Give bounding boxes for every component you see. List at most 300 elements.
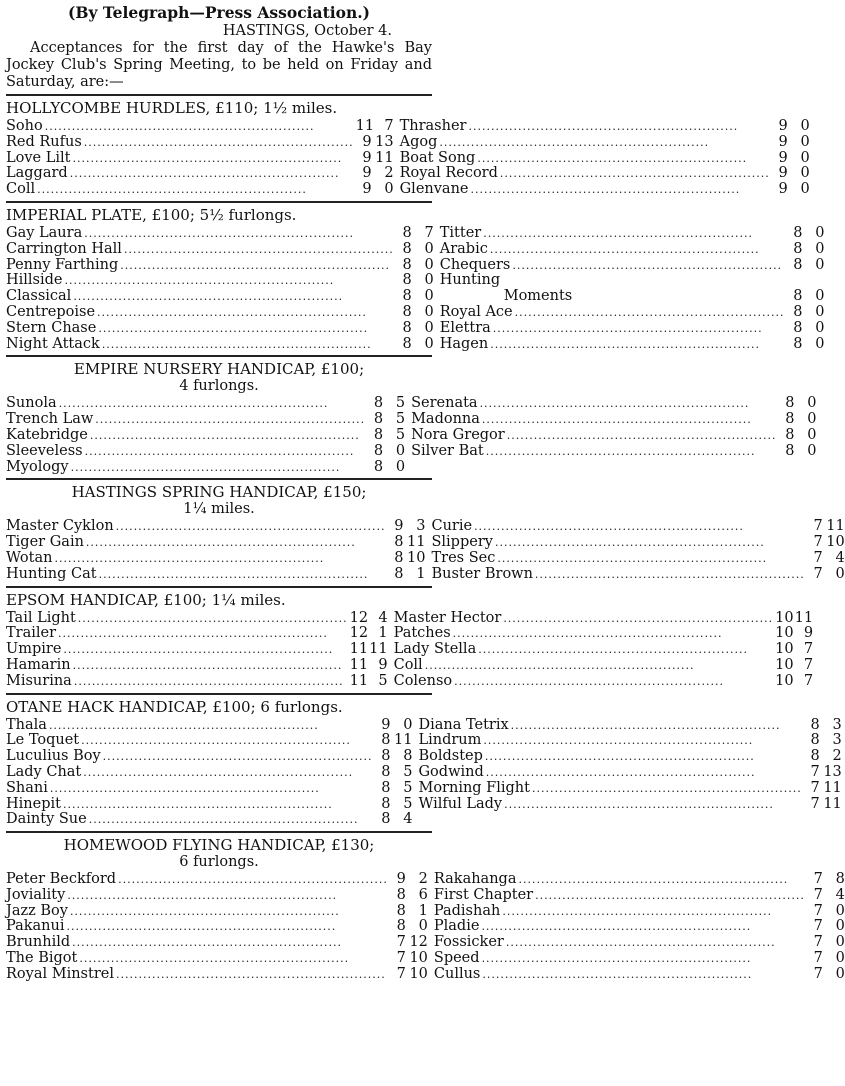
weight-stone: 11: [355, 118, 375, 134]
dot-leader: [56, 626, 350, 642]
horse-entry: [418, 765, 841, 781]
weight-pounds: 10: [826, 534, 845, 551]
dot-leader: [82, 226, 396, 242]
weight-stone: 12: [349, 625, 369, 642]
weight-pounds: 0: [424, 303, 434, 320]
horse-entry: [6, 642, 388, 658]
section-divider: [6, 94, 432, 96]
weight-pounds: 10: [409, 965, 428, 982]
horse-entry: [6, 718, 412, 734]
horse-entry: [411, 396, 816, 412]
section-divider: [6, 201, 432, 203]
horse-entry: [431, 535, 844, 551]
section-divider: [6, 693, 432, 695]
dot-leader: [480, 412, 779, 428]
race-title: IMPERIAL PLATE, £100; 5½ furlongs.: [6, 205, 297, 224]
weight-pounds: 3: [832, 732, 842, 749]
horse-entry: [6, 337, 434, 353]
horse-name: Master Hector: [393, 609, 502, 626]
race-title: EPSOM HANDICAP, £100; 1¼ miles.: [6, 590, 286, 609]
weight-stone: 7: [396, 950, 406, 967]
weight-pounds: 0: [835, 950, 845, 967]
weight-stone: 7: [813, 565, 823, 582]
dot-leader: [466, 119, 771, 135]
weight-pounds: 0: [424, 335, 434, 352]
horse-entry: [6, 551, 425, 567]
weight-stone: 8: [381, 763, 391, 780]
weight-pounds: 11: [407, 534, 426, 551]
weight-stone: 7: [813, 886, 823, 903]
dot-leader: [533, 888, 807, 904]
weight-stone: 8: [381, 795, 391, 812]
weight-stone: 9: [362, 181, 372, 198]
dot-leader: [495, 551, 806, 567]
horse-name: The Bigot: [6, 950, 78, 967]
horse-entry: [400, 166, 810, 182]
horse-name: Penny Farthing: [6, 256, 119, 273]
horse-name: Royal Minstrel: [6, 965, 114, 982]
horse-entry: [411, 444, 816, 460]
weight-stone: 7: [396, 965, 406, 982]
dot-leader: [488, 242, 787, 258]
dot-leader: [116, 872, 390, 888]
weight-pounds: 11: [823, 779, 842, 796]
horse-entry: [6, 611, 388, 627]
horse-entry: [440, 305, 825, 321]
horse-entry: [6, 888, 428, 904]
dot-leader: [65, 888, 390, 904]
weight-stone: 8: [373, 458, 384, 475]
horse-entry: [6, 289, 434, 305]
weight-stone: 7: [813, 871, 823, 888]
weight-pounds: 0: [800, 118, 810, 134]
horse-name: Hagen: [439, 335, 489, 352]
horse-entry: [6, 519, 425, 535]
weight-stone: 8: [396, 902, 406, 919]
acceptances-column-right: [434, 872, 845, 983]
weight-stone: 8: [381, 748, 391, 765]
weight-stone: 7: [813, 934, 823, 951]
section-divider: [6, 831, 432, 833]
horse-entry: [434, 904, 845, 920]
horse-name: Serenata: [411, 395, 478, 412]
dot-leader: [88, 428, 367, 444]
acceptances-list: [6, 609, 814, 690]
dot-leader: [95, 305, 396, 321]
horse-name: Silver Bat: [411, 442, 484, 459]
acceptances-column-left: [6, 611, 388, 690]
weight-pounds: 2: [418, 871, 428, 888]
horse-name: Tiger Gain: [6, 534, 84, 551]
weight-pounds: 0: [395, 458, 406, 475]
horse-entry: [440, 289, 825, 305]
weight-stone: 9: [362, 133, 372, 150]
horse-name: Thrasher: [399, 118, 467, 134]
horse-entry: [434, 872, 845, 888]
horse-entry: [6, 626, 388, 642]
horse-name: Lindrum: [418, 732, 482, 749]
weight-stone: 11: [349, 656, 369, 673]
horse-name: Night Attack: [6, 335, 100, 352]
weight-stone: 9: [778, 118, 788, 134]
horse-entry: [434, 967, 845, 983]
horse-name: Stern Chase: [6, 319, 97, 336]
weight-stone: 12: [349, 609, 369, 626]
dot-leader: [68, 904, 390, 920]
weight-pounds: 0: [800, 165, 810, 182]
horse-entry: [6, 765, 412, 781]
horse-entry: [6, 444, 405, 460]
dot-leader: [82, 135, 356, 151]
horse-entry: [6, 119, 394, 135]
dot-leader: [70, 151, 355, 167]
race-distance: 4 furlongs.: [179, 378, 259, 395]
weight-pounds: 1: [416, 565, 426, 582]
dot-leader: [87, 812, 375, 828]
acceptances-list: [6, 871, 845, 983]
acceptances-column-right: [394, 611, 814, 690]
acceptances-column-left: [6, 396, 405, 475]
dot-leader: [491, 321, 787, 337]
acceptances-column-left: [6, 718, 412, 829]
horse-entry: [6, 151, 394, 167]
weight-pounds: 3: [416, 518, 426, 535]
weight-pounds: 0: [815, 303, 825, 320]
weight-stone: 7: [810, 779, 820, 796]
weight-stone: 8: [785, 411, 795, 428]
weight-pounds: 0: [835, 934, 845, 951]
horse-entry: [400, 135, 810, 151]
horse-name: Agog: [399, 133, 438, 150]
weight-pounds: 0: [815, 256, 825, 273]
weight-pounds: 4: [378, 609, 388, 626]
horse-name: Joviality: [6, 886, 66, 903]
horse-name: Wilful Lady: [418, 795, 503, 812]
weight-pounds: 13: [375, 133, 394, 150]
horse-entry: [411, 412, 816, 428]
horse-name: Umpire: [6, 641, 62, 658]
weight-pounds: 5: [403, 795, 413, 812]
horse-name: Shani: [6, 779, 48, 796]
horse-name: Glenvane: [399, 181, 469, 198]
horse-entry: [6, 166, 394, 182]
weight-pounds: 5: [395, 395, 406, 412]
acceptances-column-left: [6, 872, 428, 983]
horse-name: Madonna: [411, 411, 480, 428]
weight-pounds: 11: [369, 641, 388, 658]
horse-entry: [6, 258, 434, 274]
weight-stone: 8: [394, 565, 404, 582]
weight-stone: 9: [778, 133, 788, 150]
horse-name: Misurina: [6, 672, 72, 689]
horse-name: Centrepoise: [6, 303, 96, 320]
weight-pounds: 0: [835, 902, 845, 919]
horse-entry: [6, 935, 428, 951]
dot-leader: [452, 674, 775, 690]
horse-name: Rakahanga: [433, 871, 517, 888]
weight-stone: 7: [813, 950, 823, 967]
acceptances-column-left: [6, 119, 394, 198]
dot-leader: [480, 951, 807, 967]
dot-leader: [57, 396, 367, 412]
weight-stone: 8: [402, 272, 412, 289]
weight-pounds: 3: [832, 716, 842, 733]
weight-stone: 10: [775, 641, 794, 658]
dot-leader: [423, 658, 775, 674]
dot-leader: [61, 797, 375, 813]
horse-name: Pladie: [433, 918, 480, 935]
weight-stone: 8: [793, 303, 803, 320]
horse-entry: [6, 674, 388, 690]
dot-leader: [476, 642, 775, 658]
dot-leader: [481, 733, 803, 749]
weight-stone: 10: [775, 656, 794, 673]
weight-stone: 9: [394, 518, 404, 535]
acceptances-column-right: [400, 119, 810, 198]
horse-name: Lady Chat: [6, 763, 82, 780]
dot-leader: [47, 718, 375, 734]
weight-stone: 11: [349, 641, 369, 658]
dot-leader: [100, 337, 396, 353]
weight-stone: 8: [402, 240, 412, 257]
dot-leader: [61, 642, 349, 658]
horse-entry: [6, 321, 434, 337]
weight-stone: 8: [793, 256, 803, 273]
weight-pounds: 7: [803, 672, 814, 689]
weight-stone: 8: [785, 442, 795, 459]
weight-pounds: 0: [424, 272, 434, 289]
weight-pounds: 2: [384, 165, 394, 182]
dot-leader: [505, 428, 779, 444]
weight-pounds: 0: [807, 442, 817, 459]
weight-stone: 8: [793, 319, 803, 336]
dot-leader: [81, 765, 374, 781]
weight-pounds: 7: [424, 224, 434, 241]
horse-name: Hunting: [439, 272, 501, 289]
horse-entry: [6, 781, 412, 797]
weight-stone: 8: [402, 303, 412, 320]
weight-stone: 7: [813, 902, 823, 919]
dot-leader: [35, 182, 355, 198]
horse-entry: [440, 337, 825, 353]
horse-entry: [394, 658, 814, 674]
horse-entry: [6, 273, 434, 289]
acceptances-column-right: [418, 718, 841, 829]
weight-pounds: 0: [418, 918, 428, 935]
horse-entry: [434, 888, 845, 904]
weight-stone: 8: [793, 240, 803, 257]
weight-pounds: 0: [800, 181, 810, 198]
horse-name: Boldstep: [418, 748, 483, 765]
dot-leader: [498, 166, 772, 182]
weight-stone: 8: [402, 288, 412, 305]
horse-name: Trailer: [6, 625, 57, 642]
acceptances-column-right: [411, 396, 816, 475]
acceptances-list: [6, 716, 842, 829]
horse-name: Colenso: [393, 672, 453, 689]
weight-pounds: 4: [835, 549, 845, 566]
horse-entry: [6, 904, 428, 920]
weight-stone: 8: [810, 716, 820, 733]
horse-name: Sunola: [6, 395, 57, 412]
weight-pounds: 9: [378, 656, 388, 673]
horse-entry: [434, 919, 845, 935]
horse-name: Trench Law: [6, 411, 94, 428]
weight-pounds: 7: [803, 656, 814, 673]
horse-entry: [418, 733, 841, 749]
weight-stone: 8: [402, 224, 412, 241]
weight-pounds: 0: [424, 240, 434, 257]
weight-stone: 7: [813, 918, 823, 935]
race-title: EMPIRE NURSERY HANDICAP, £100;: [73, 360, 365, 379]
horse-entry: [6, 658, 388, 674]
weight-stone: 8: [793, 224, 803, 241]
horse-entry: [394, 626, 814, 642]
weight-stone: 8: [373, 395, 384, 412]
horse-entry: [440, 321, 825, 337]
weight-pounds: 1: [378, 625, 388, 642]
horse-entry: [418, 797, 841, 813]
weight-stone: 10: [775, 625, 794, 642]
dot-leader: [71, 658, 350, 674]
race-distance: 1¼ miles.: [183, 501, 255, 518]
weight-pounds: 8: [403, 748, 413, 765]
horse-name: Lady Stella: [393, 641, 477, 658]
weight-pounds: 8: [835, 871, 845, 888]
weight-stone: 8: [785, 395, 795, 412]
horse-name: Moments: [503, 288, 573, 305]
weight-stone: 8: [810, 732, 820, 749]
dot-leader: [43, 119, 356, 135]
dot-leader: [469, 182, 772, 198]
horse-entry: [431, 519, 844, 535]
horse-name: Speed: [433, 950, 480, 967]
acceptances-list: [6, 118, 810, 198]
horse-entry: [6, 242, 434, 258]
dot-leader: [472, 519, 807, 535]
horse-name: Hunting Cat: [6, 565, 97, 582]
weight-stone: 8: [396, 918, 406, 935]
horse-entry: [6, 182, 394, 198]
dateline: HASTINGS, October 4.: [222, 23, 392, 39]
horse-name: Carrington Hall: [6, 240, 122, 257]
horse-entry: [440, 273, 825, 289]
dot-leader: [118, 258, 395, 274]
weight-stone: 7: [813, 518, 823, 535]
horse-entry: [431, 567, 844, 583]
dot-leader: [502, 797, 804, 813]
weight-pounds: 0: [800, 149, 810, 166]
dot-leader: [501, 611, 775, 627]
horse-entry: [6, 428, 405, 444]
horse-entry: [434, 951, 845, 967]
horse-name: Titter: [439, 224, 482, 241]
weight-pounds: 0: [424, 319, 434, 336]
horse-name: Jazz Boy: [6, 902, 68, 919]
horse-entry: [6, 967, 428, 983]
horse-entry: [440, 258, 825, 274]
weight-stone: 8: [793, 335, 803, 352]
weight-pounds: 0: [384, 181, 394, 198]
horse-name: Laggard: [6, 165, 68, 182]
weight-pounds: 5: [403, 779, 413, 796]
horse-name: Le Toquet: [6, 732, 80, 749]
intro-paragraph: Acceptances for the first day of the Hawke's Bay Jockey Club's Spring Meeting, to be held on Friday and Saturday, are:—: [6, 40, 432, 90]
dot-leader: [101, 749, 375, 765]
race-sections: [6, 94, 845, 983]
weight-pounds: 2: [832, 748, 842, 765]
horse-name: Nora Gregor: [411, 426, 505, 443]
dot-leader: [493, 535, 807, 551]
horse-name: Thala: [6, 716, 47, 733]
horse-name: Dainty Sue: [6, 811, 87, 828]
horse-name: Myology: [6, 458, 69, 475]
weight-pounds: 0: [424, 256, 434, 273]
weight-pounds: 0: [815, 335, 825, 352]
dot-leader: [479, 919, 806, 935]
dot-leader: [122, 242, 396, 258]
horse-entry: [440, 242, 825, 258]
weight-stone: 9: [396, 871, 406, 888]
horse-name: Royal Ace: [439, 303, 513, 320]
horse-entry: [394, 611, 814, 627]
horse-name: Cullus: [433, 965, 481, 982]
weight-pounds: 1: [418, 902, 428, 919]
weight-stone: 8: [381, 811, 391, 828]
weight-stone: 8: [394, 549, 404, 566]
dot-leader: [481, 226, 786, 242]
dot-leader: [475, 151, 771, 167]
race-distance: 6 furlongs.: [179, 854, 259, 871]
weight-stone: 8: [381, 732, 391, 749]
horse-entry: [6, 872, 428, 888]
horse-entry: [6, 226, 434, 242]
race-title: OTANE HACK HANDICAP, £100; 6 furlongs.: [6, 697, 343, 716]
weight-stone: 7: [396, 934, 406, 951]
horse-name: Gay Laura: [6, 224, 83, 241]
dot-leader: [509, 718, 804, 734]
section-divider: [6, 586, 432, 588]
horse-entry: [400, 119, 810, 135]
horse-name: Elettra: [439, 319, 491, 336]
horse-name: Patches: [393, 625, 451, 642]
race-title: HOLLYCOMBE HURDLES, £110; 1½ miles.: [6, 99, 338, 117]
acceptances-column-left: [6, 226, 434, 352]
weight-stone: 9: [381, 716, 391, 733]
weight-stone: 8: [396, 886, 406, 903]
weight-pounds: 5: [378, 672, 388, 689]
dot-leader: [533, 567, 807, 583]
dot-leader: [96, 321, 395, 337]
race-title: HASTINGS SPRING HANDICAP, £150;: [71, 483, 367, 502]
weight-pounds: 11: [375, 149, 394, 166]
weight-pounds: 0: [835, 565, 845, 582]
dot-leader: [83, 444, 367, 460]
horse-entry: [6, 305, 434, 321]
horse-name: Hamarin: [6, 656, 71, 673]
weight-pounds: 0: [395, 442, 406, 459]
dot-leader: [79, 733, 374, 749]
weight-pounds: 0: [800, 133, 810, 150]
horse-entry: [6, 412, 405, 428]
section-divider: [6, 478, 432, 480]
dot-leader: [76, 611, 350, 627]
weight-stone: 9: [778, 181, 788, 198]
horse-entry: [418, 781, 841, 797]
horse-name: Sleeveless: [6, 442, 83, 459]
horse-name: Curie: [431, 518, 473, 535]
horse-name: Arabic: [439, 240, 488, 257]
